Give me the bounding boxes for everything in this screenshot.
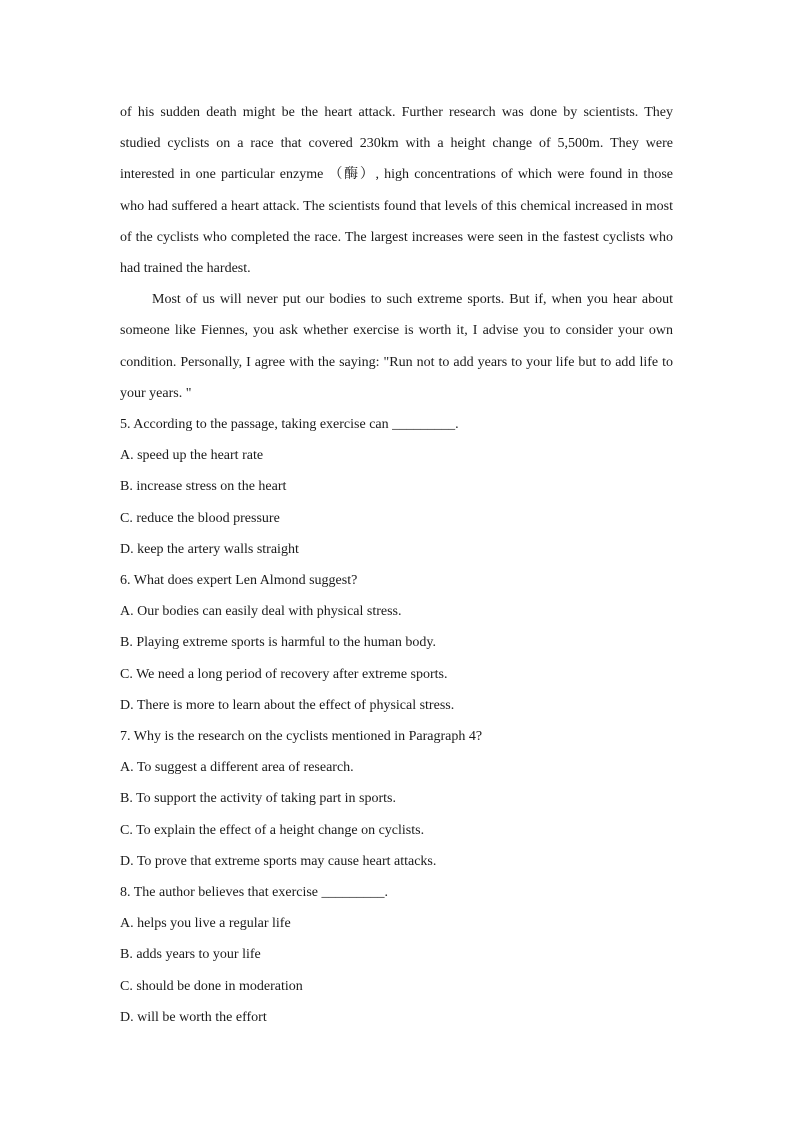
passage-paragraph-final: Most of us will never put our bodies to such extreme sports. But if, when you hear about someone like Fiennes, you ask whether exercise is worth it, I advise you to consider your own condition. Personally, I agree with the saying: "Run not to add years to your life but to add life to your years. " [120, 292, 673, 401]
passage-paragraph-continued: of his sudden death might be the heart attack. Further research was done by scientists. They studied cyclists on a race that covered 230km with a height change of 5,500m. They were interested in one particular enzyme （酶）, high concentrations of which were found in those who had suffered a heart attack. The scientists found that levels of this chemical increased in most of the cyclists who completed the race. The largest increases were seen in the fastest cyclists who had trained the hardest. [120, 105, 673, 277]
question-6 [120, 565, 673, 721]
answer-option: A. helps you live a regular life [120, 916, 291, 932]
answer-option: B. adds years to your life [120, 947, 261, 963]
answer-option: D. keep the artery walls straight [120, 541, 299, 557]
answer-option: B. increase stress on the heart [120, 479, 287, 495]
answer-option: C. To explain the effect of a height change on cyclists. [120, 822, 425, 838]
answer-option: C. reduce the blood pressure [120, 510, 280, 526]
question-8 [120, 877, 673, 1033]
question-stem: 6. What does expert Len Almond suggest? [120, 573, 358, 589]
answer-option: C. We need a long period of recovery after extreme sports. [120, 666, 448, 682]
answer-option: A. To suggest a different area of research. [120, 760, 354, 776]
answer-option: A. Our bodies can easily deal with physical stress. [120, 604, 402, 620]
question-7 [120, 721, 673, 877]
question-5 [120, 409, 673, 565]
question-stem: 8. The author believes that exercise _________. [120, 885, 388, 901]
question-stem: 5. According to the passage, taking exercise can _________. [120, 417, 459, 433]
answer-option: C. should be done in moderation [120, 978, 303, 994]
question-stem: 7. Why is the research on the cyclists mentioned in Paragraph 4? [120, 729, 483, 745]
answer-option: A. speed up the heart rate [120, 448, 264, 464]
answer-option: D. There is more to learn about the effect of physical stress. [120, 697, 455, 713]
answer-option: D. will be worth the effort [120, 1009, 267, 1025]
answer-option: D. To prove that extreme sports may cause heart attacks. [120, 853, 437, 869]
document-page [120, 97, 673, 1033]
answer-option: B. To support the activity of taking part in sports. [120, 791, 397, 807]
answer-option: B. Playing extreme sports is harmful to the human body. [120, 635, 436, 651]
